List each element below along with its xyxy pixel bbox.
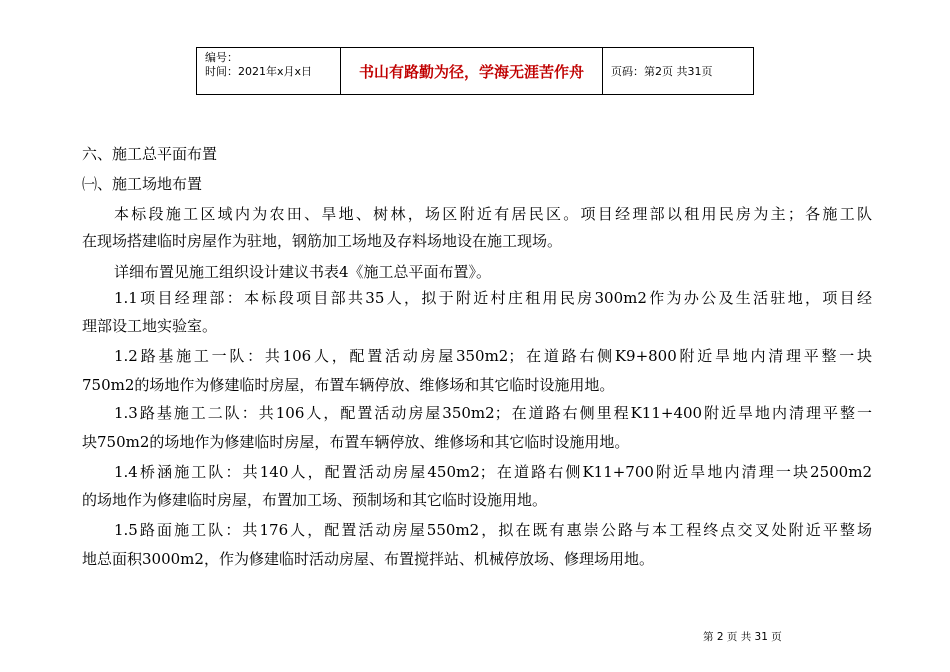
paragraph-line: 块750m2的场地作为修建临时房屋，布置车辆停放、维修场和其它临时设施用地。: [82, 433, 630, 451]
header-info-cell: [197, 48, 341, 94]
section-title: 六、施工总平面布置: [82, 145, 218, 163]
page-footer: 第 2 页 共 31 页: [703, 631, 782, 643]
paragraph-line: 750m2的场地作为修建临时房屋，布置车辆停放、维修场和其它临时设施用地。: [82, 376, 615, 394]
paragraph-line: 在现场搭建临时房屋作为驻地，钢筋加工场地及存料场地设在施工现场。: [82, 232, 563, 250]
paragraph-line: 理部设工地实验室。: [82, 317, 218, 335]
paragraph-line: 1.5路面施工队：共176人，配置活动房屋550m2，拟在既有惠崇公路与本工程终点交叉处附近平整场: [114, 521, 872, 539]
paragraph-line: 1.1项目经理部：本标段项目部共35人，拟于附近村庄租用民房300m2作为办公及生活驻地，项目经: [114, 289, 872, 307]
header-page-code: 页码：第2页 共31页: [611, 65, 713, 78]
header-table: [196, 47, 754, 95]
document-number-label: 编号：: [205, 51, 238, 64]
document-date: 时间：2021年x月x日: [205, 65, 313, 78]
paragraph-line: 本标段施工区域内为农田、旱地、树林，场区附近有居民区。项目经理部以租用民房为主；各施工队: [114, 205, 872, 223]
paragraph-line: 1.4桥涵施工队：共140人，配置活动房屋450m2；在道路右侧K11+700附近旱地内清理一块2500m2: [114, 463, 872, 481]
paragraph-line: 的场地作为修建临时房屋，布置加工场、预制场和其它临时设施用地。: [82, 491, 548, 509]
paragraph-line: 1.3路基施工二队：共106人，配置活动房屋350m2；在道路右侧里程K11+400附近旱地内清理平整一: [114, 404, 872, 422]
paragraph-line: 详细布置见施工组织设计建议书表4《施工总平面布置》。: [114, 263, 492, 281]
header-motto: 书山有路勤为径，学海无涯苦作舟: [341, 48, 603, 94]
paragraph-line: 1.2路基施工一队：共106人，配置活动房屋350m2；在道路右侧K9+800附近旱地内清理平整一块: [114, 347, 872, 365]
paragraph-line: 地总面积3000m2，作为修建临时活动房屋、布置搅拌站、机械停放场、修理场用地。: [82, 550, 654, 568]
subsection-title: ㈠、施工场地布置: [82, 175, 203, 193]
